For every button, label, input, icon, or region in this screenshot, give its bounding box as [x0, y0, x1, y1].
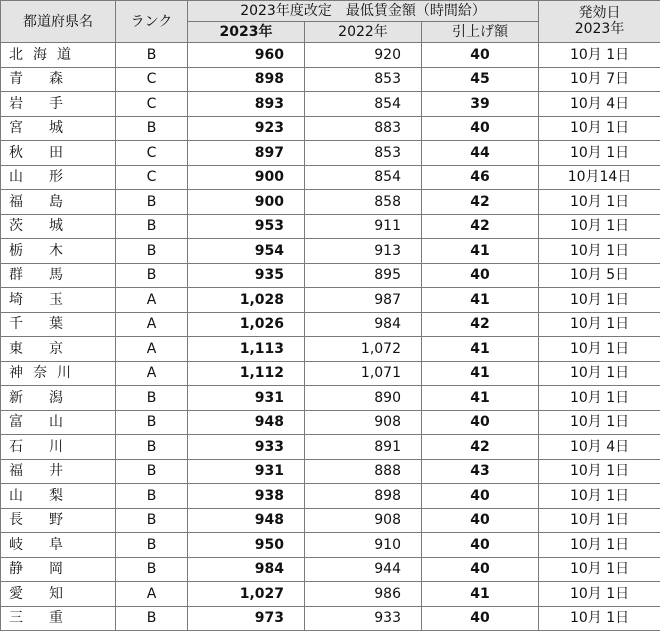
rank-cell: B — [116, 459, 188, 484]
table-row — [1, 92, 660, 117]
increase-cell: 46 — [422, 165, 539, 190]
effective-date-cell: 10月 1日 — [539, 484, 660, 509]
prefecture-name: 福 井 — [9, 463, 63, 480]
header-effective-date — [539, 1, 660, 43]
value-2023-cell: 1,112 — [188, 361, 305, 386]
increase-cell: 40 — [422, 533, 539, 558]
rank-cell: B — [116, 214, 188, 239]
value-2022-cell: 920 — [305, 43, 422, 68]
value-2022-cell: 854 — [305, 165, 422, 190]
value-2022-cell: 933 — [305, 606, 422, 631]
value-2022-cell: 898 — [305, 484, 422, 509]
value-2023-cell: 950 — [188, 533, 305, 558]
effective-date-cell: 10月 1日 — [539, 533, 660, 558]
table-row — [1, 214, 660, 239]
value-2023-cell: 948 — [188, 508, 305, 533]
increase-cell: 40 — [422, 43, 539, 68]
value-2023-cell: 923 — [188, 116, 305, 141]
increase-cell: 39 — [422, 92, 539, 117]
value-2022-cell: 913 — [305, 239, 422, 264]
header-2023: 2023年 — [188, 22, 305, 43]
header-rank: ランク — [116, 1, 188, 43]
prefecture-cell — [1, 190, 116, 215]
rank-cell: B — [116, 386, 188, 411]
rank-cell: B — [116, 435, 188, 460]
effective-date-cell: 10月 1日 — [539, 141, 660, 166]
header-group: 2023年度改定 最低賃金額（時間給） — [188, 1, 539, 22]
header-prefecture: 都道府県名 — [1, 1, 116, 43]
increase-cell: 40 — [422, 484, 539, 509]
value-2023-cell: 893 — [188, 92, 305, 117]
rank-cell: C — [116, 67, 188, 92]
value-2022-cell: 854 — [305, 92, 422, 117]
table-row — [1, 165, 660, 190]
prefecture-cell — [1, 459, 116, 484]
value-2023-cell: 900 — [188, 165, 305, 190]
prefecture-cell — [1, 533, 116, 558]
prefecture-cell — [1, 214, 116, 239]
increase-cell: 40 — [422, 606, 539, 631]
table-row — [1, 582, 660, 607]
prefecture-name: 山 形 — [9, 169, 63, 186]
value-2023-cell: 1,113 — [188, 337, 305, 362]
prefecture-name: 北 海 道 — [9, 46, 71, 63]
prefecture-name: 秋 田 — [9, 144, 63, 161]
prefecture-name: 長 野 — [9, 512, 63, 529]
table-row — [1, 116, 660, 141]
prefecture-name: 新 潟 — [9, 389, 63, 406]
value-2023-cell: 948 — [188, 410, 305, 435]
table-row — [1, 312, 660, 337]
table-row — [1, 361, 660, 386]
prefecture-cell — [1, 67, 116, 92]
prefecture-name: 宮 城 — [9, 120, 63, 137]
value-2023-cell: 1,027 — [188, 582, 305, 607]
prefecture-cell — [1, 141, 116, 166]
value-2023-cell: 973 — [188, 606, 305, 631]
prefecture-cell — [1, 312, 116, 337]
rank-cell: B — [116, 557, 188, 582]
table-row — [1, 533, 660, 558]
value-2022-cell: 858 — [305, 190, 422, 215]
value-2022-cell: 911 — [305, 214, 422, 239]
prefecture-name: 福 島 — [9, 193, 63, 210]
table-row — [1, 386, 660, 411]
prefecture-name: 東 京 — [9, 340, 63, 357]
value-2023-cell: 953 — [188, 214, 305, 239]
value-2022-cell: 888 — [305, 459, 422, 484]
prefecture-cell — [1, 288, 116, 313]
effective-date-cell: 10月 1日 — [539, 606, 660, 631]
effective-date-cell: 10月 1日 — [539, 337, 660, 362]
value-2022-cell: 908 — [305, 410, 422, 435]
prefecture-name: 三 重 — [9, 610, 63, 627]
effective-date-cell: 10月 1日 — [539, 410, 660, 435]
prefecture-name: 静 岡 — [9, 561, 63, 578]
prefecture-name: 青 森 — [9, 71, 63, 88]
rank-cell: A — [116, 288, 188, 313]
effective-date-cell: 10月 1日 — [539, 582, 660, 607]
table-row — [1, 67, 660, 92]
value-2023-cell: 897 — [188, 141, 305, 166]
header-increase: 引上げ額 — [422, 22, 539, 43]
increase-cell: 42 — [422, 435, 539, 460]
prefecture-name: 千 葉 — [9, 316, 63, 333]
effective-date-cell: 10月 1日 — [539, 386, 660, 411]
table-row — [1, 508, 660, 533]
increase-cell: 41 — [422, 239, 539, 264]
value-2023-cell: 984 — [188, 557, 305, 582]
value-2022-cell: 1,071 — [305, 361, 422, 386]
effective-date-cell: 10月 1日 — [539, 508, 660, 533]
rank-cell: B — [116, 508, 188, 533]
table-row — [1, 190, 660, 215]
increase-cell: 41 — [422, 337, 539, 362]
prefecture-name: 茨 城 — [9, 218, 63, 235]
prefecture-cell — [1, 239, 116, 264]
increase-cell: 40 — [422, 508, 539, 533]
prefecture-cell — [1, 435, 116, 460]
increase-cell: 41 — [422, 386, 539, 411]
effective-date-cell: 10月 1日 — [539, 288, 660, 313]
header-2022: 2022年 — [305, 22, 422, 43]
prefecture-name: 石 川 — [9, 438, 63, 455]
rank-cell: C — [116, 165, 188, 190]
rank-cell: B — [116, 190, 188, 215]
value-2023-cell: 938 — [188, 484, 305, 509]
rank-cell: A — [116, 337, 188, 362]
table-row — [1, 239, 660, 264]
value-2022-cell: 883 — [305, 116, 422, 141]
value-2022-cell: 987 — [305, 288, 422, 313]
header-effective-line2: 2023年 — [574, 20, 625, 37]
effective-date-cell: 10月 1日 — [539, 43, 660, 68]
value-2022-cell: 944 — [305, 557, 422, 582]
table-row — [1, 459, 660, 484]
effective-date-cell: 10月 1日 — [539, 214, 660, 239]
increase-cell: 42 — [422, 214, 539, 239]
table-row — [1, 435, 660, 460]
rank-cell: C — [116, 92, 188, 117]
increase-cell: 40 — [422, 410, 539, 435]
prefecture-name: 岩 手 — [9, 95, 63, 112]
value-2023-cell: 935 — [188, 263, 305, 288]
effective-date-cell: 10月 5日 — [539, 263, 660, 288]
rank-cell: A — [116, 361, 188, 386]
prefecture-cell — [1, 557, 116, 582]
increase-cell: 45 — [422, 67, 539, 92]
effective-date-cell: 10月 1日 — [539, 190, 660, 215]
value-2022-cell: 910 — [305, 533, 422, 558]
prefecture-cell — [1, 43, 116, 68]
table-row — [1, 288, 660, 313]
value-2022-cell: 891 — [305, 435, 422, 460]
prefecture-name: 山 梨 — [9, 487, 63, 504]
prefecture-name: 岐 阜 — [9, 536, 63, 553]
increase-cell: 44 — [422, 141, 539, 166]
prefecture-name: 愛 知 — [9, 585, 63, 602]
prefecture-cell — [1, 263, 116, 288]
effective-date-cell: 10月 4日 — [539, 92, 660, 117]
prefecture-name: 群 馬 — [9, 267, 63, 284]
rank-cell: B — [116, 606, 188, 631]
value-2023-cell: 900 — [188, 190, 305, 215]
prefecture-cell — [1, 582, 116, 607]
prefecture-cell — [1, 508, 116, 533]
value-2023-cell: 931 — [188, 386, 305, 411]
rank-cell: B — [116, 116, 188, 141]
effective-date-cell: 10月 7日 — [539, 67, 660, 92]
prefecture-cell — [1, 484, 116, 509]
rank-cell: B — [116, 263, 188, 288]
rank-cell: B — [116, 410, 188, 435]
effective-date-cell: 10月 1日 — [539, 239, 660, 264]
table-header — [1, 1, 660, 43]
prefecture-cell — [1, 410, 116, 435]
value-2022-cell: 890 — [305, 386, 422, 411]
value-2022-cell: 853 — [305, 141, 422, 166]
value-2022-cell: 908 — [305, 508, 422, 533]
table-row — [1, 337, 660, 362]
value-2023-cell: 931 — [188, 459, 305, 484]
prefecture-cell — [1, 165, 116, 190]
effective-date-cell: 10月 1日 — [539, 116, 660, 141]
value-2023-cell: 898 — [188, 67, 305, 92]
prefecture-name: 神 奈 川 — [9, 365, 71, 382]
value-2023-cell: 954 — [188, 239, 305, 264]
rank-cell: A — [116, 582, 188, 607]
prefecture-name: 埼 玉 — [9, 291, 63, 308]
increase-cell: 42 — [422, 190, 539, 215]
increase-cell: 41 — [422, 288, 539, 313]
increase-cell: 42 — [422, 312, 539, 337]
rank-cell: B — [116, 533, 188, 558]
increase-cell: 43 — [422, 459, 539, 484]
value-2023-cell: 1,028 — [188, 288, 305, 313]
value-2022-cell: 853 — [305, 67, 422, 92]
prefecture-cell — [1, 606, 116, 631]
increase-cell: 41 — [422, 361, 539, 386]
prefecture-name: 栃 木 — [9, 242, 63, 259]
effective-date-cell: 10月 1日 — [539, 459, 660, 484]
table-row — [1, 43, 660, 68]
increase-cell: 40 — [422, 263, 539, 288]
prefecture-cell — [1, 361, 116, 386]
table-row — [1, 606, 660, 631]
table-row — [1, 141, 660, 166]
table-row — [1, 263, 660, 288]
increase-cell: 41 — [422, 582, 539, 607]
prefecture-cell — [1, 337, 116, 362]
header-effective-line1: 発効日 — [578, 5, 621, 22]
value-2022-cell: 895 — [305, 263, 422, 288]
prefecture-name: 富 山 — [9, 414, 63, 431]
effective-date-cell: 10月14日 — [539, 165, 660, 190]
value-2023-cell: 1,026 — [188, 312, 305, 337]
rank-cell: B — [116, 239, 188, 264]
table-row — [1, 557, 660, 582]
value-2022-cell: 986 — [305, 582, 422, 607]
increase-cell: 40 — [422, 116, 539, 141]
value-2022-cell: 984 — [305, 312, 422, 337]
increase-cell: 40 — [422, 557, 539, 582]
rank-cell: B — [116, 43, 188, 68]
table-row — [1, 484, 660, 509]
value-2023-cell: 960 — [188, 43, 305, 68]
effective-date-cell: 10月 4日 — [539, 435, 660, 460]
rank-cell: C — [116, 141, 188, 166]
prefecture-cell — [1, 116, 116, 141]
effective-date-cell: 10月 1日 — [539, 557, 660, 582]
effective-date-cell: 10月 1日 — [539, 361, 660, 386]
effective-date-cell: 10月 1日 — [539, 312, 660, 337]
rank-cell: B — [116, 484, 188, 509]
prefecture-cell — [1, 386, 116, 411]
rank-cell: A — [116, 312, 188, 337]
table-row — [1, 410, 660, 435]
value-2022-cell: 1,072 — [305, 337, 422, 362]
table-body — [1, 43, 660, 631]
prefecture-cell — [1, 92, 116, 117]
value-2023-cell: 933 — [188, 435, 305, 460]
